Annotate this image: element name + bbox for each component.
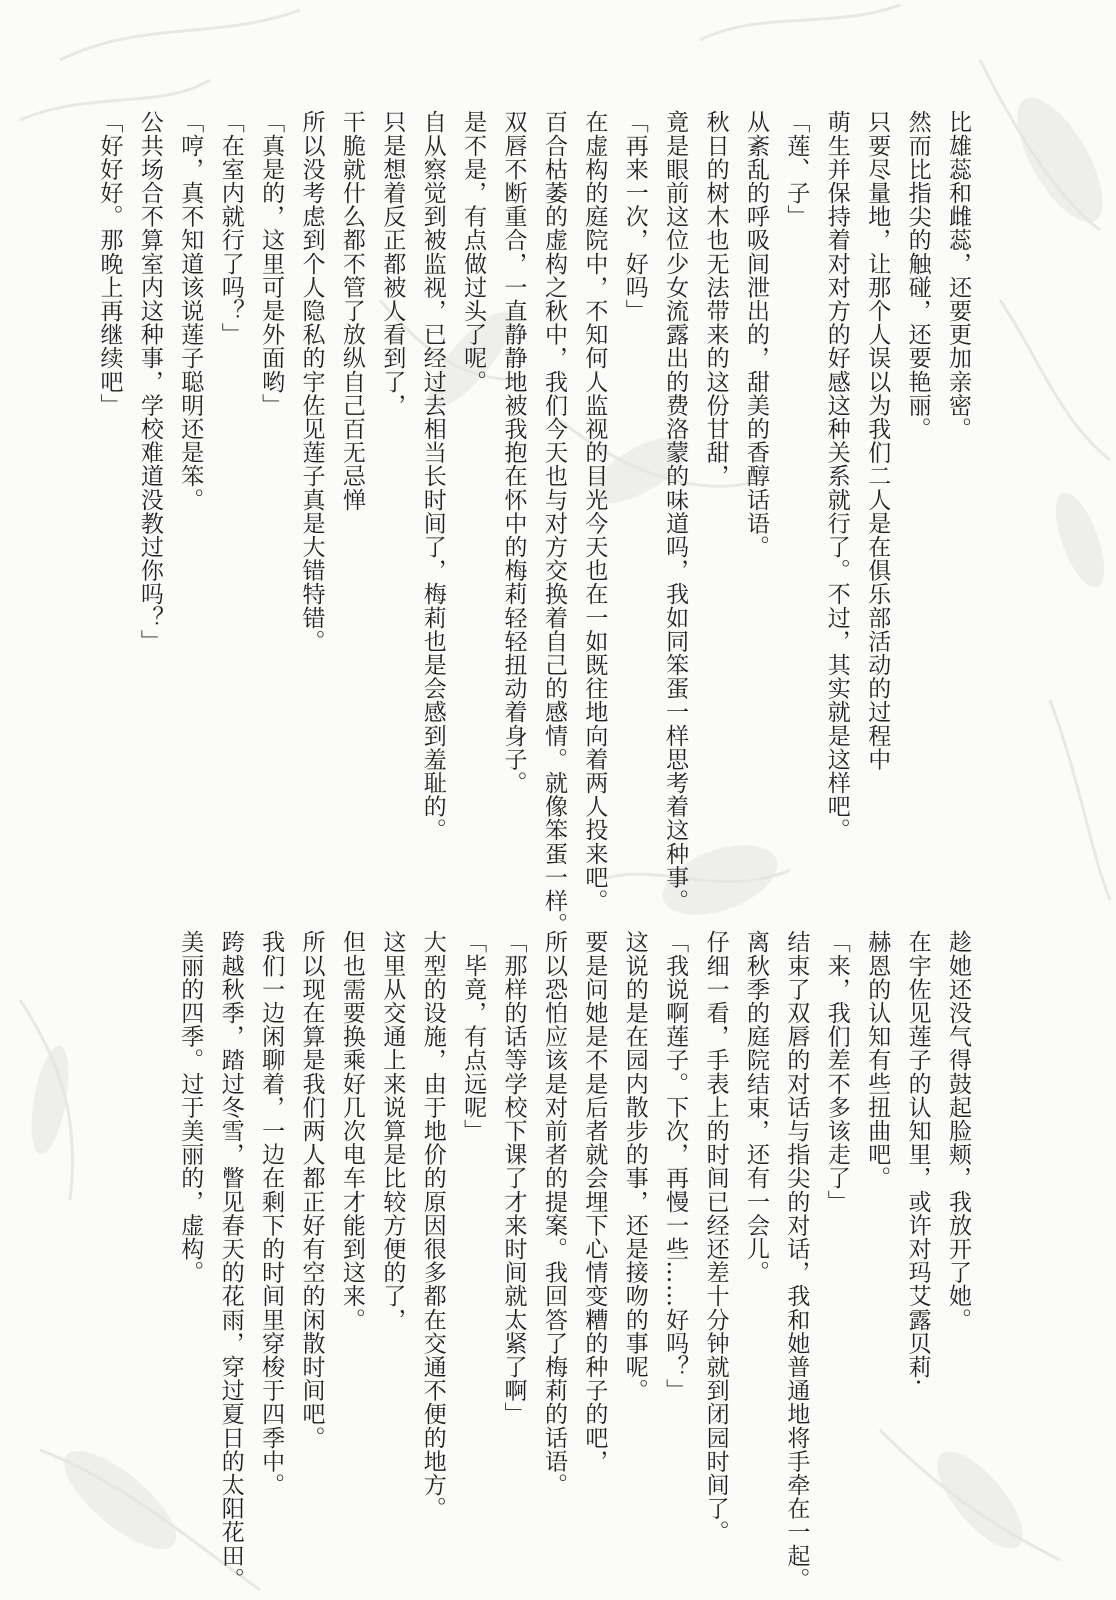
text-line: 「哼，真不知道该说莲子聪明还是笨。 (177, 110, 204, 512)
text-line: 大型的设施，由于地价的原因很多都在交通不便的地方。 (419, 930, 446, 1520)
text-line: 「在室内就行了吗？」 (217, 110, 244, 346)
text-line: 「真是的，这里可是外面哟」 (258, 110, 285, 417)
text-line: 「那样的话等学校下课了才来时间就太紧了啊」 (500, 930, 527, 1426)
text-line: 这说的是在园内散步的事，还是接吻的事呢。 (621, 930, 648, 1402)
text-line: 「再来一次，好吗」 (621, 110, 648, 323)
text-line: 「好好好。那晚上再继续吧」 (96, 110, 123, 417)
text-line: 美丽的四季。过于美丽的，虚构。 (177, 930, 204, 1284)
text-line: 秋日的树木也无法带来的这份甘甜， (702, 110, 729, 488)
text-line: 「我说啊莲子。下次，再慢一些……好吗？」 (662, 930, 689, 1402)
text-line: 赫恩的认知有些扭曲吧。 (864, 930, 891, 1190)
text-line: 只是想着反正都被人看到了， (379, 110, 406, 417)
text-line: 所以没考虑到个人隐私的宇佐见莲子真是大错特错。 (298, 110, 325, 653)
text-line: 「莲、子」 (783, 110, 810, 228)
text-line: 「毕竟，有点远呢」 (460, 930, 487, 1143)
text-line: 所以恐怕应该是对前者的提案。我回答了梅莉的话语。 (540, 930, 567, 1497)
text-line: 公共场合不算室内这种事，学校难道没教过你吗？」 (136, 110, 163, 653)
text-line: 在虚构的庭院中，不知何人监视的目光今天也在一如既往地向着两人投来吧。 (581, 110, 608, 913)
text-line: 所以现在算是我们两人都正好有空的闲散时间吧。 (298, 930, 325, 1450)
text-line: 比雄蕊和雌蕊，还要更加亲密。 (945, 110, 971, 441)
text-column-top (96, 110, 978, 936)
text-line: 竟是眼前这位少女流露出的费洛蒙的味道吗，我如同笨蛋一样思考着这种事。 (662, 110, 689, 913)
text-line: 在宇佐见莲子的认知里，或许对玛艾露贝莉· (904, 930, 931, 1387)
text-line: 结束了双唇的对话与指尖的对话，我和她普通地将手牵在一起。 (783, 930, 810, 1591)
text-line: 仔细一看，手表上的时间已经还差十分钟就到闭园时间了。 (702, 930, 729, 1544)
text-line: 从紊乱的呼吸间泄出的，甜美的香醇话语。 (742, 110, 769, 559)
text-column-bottom (118, 930, 978, 1591)
text-line: 百合枯萎的虚构之秋中，我们今天也与对方交换着自己的感情。就像笨蛋一样。 (540, 110, 567, 936)
text-line: 我们一边闲聊着，一边在剩下的时间里穿梭于四季中。 (258, 930, 285, 1497)
text-line: 趁她还没气得鼓起脸颊，我放开了她。 (945, 930, 971, 1332)
text-line: 然而比指尖的触碰，还要艳丽。 (904, 110, 931, 441)
text-line: 自从察觉到被监视，已经过去相当长时间了，梅莉也是会感到羞耻的。 (419, 110, 446, 842)
text-line: 「来，我们差不多该走了」 (823, 930, 850, 1214)
text-line: 要是问她是不是后者就会埋下心情变糟的种子的吧， (581, 930, 608, 1473)
text-line: 双唇不断重合，一直静静地被我抱在怀中的梅莉轻轻扭动着身子。 (500, 110, 527, 795)
text-line: 是不是，有点做过头了呢。 (460, 110, 487, 394)
text-line: 干脆就什么都不管了放纵自己百无忌惮 (338, 110, 365, 512)
text-line: 只要尽量地，让那个人误以为我们二人是在俱乐部活动的过程中 (864, 110, 891, 771)
text-line: 这里从交通上来说算是比较方便的了， (379, 930, 406, 1332)
text-line: 萌生并保持着对对方的好感这种关系就行了。不过，其实就是这样吧。 (823, 110, 850, 842)
text-line: 跨越秋季，踏过冬雪，瞥见春天的花雨，穿过夏日的太阳花田。 (217, 930, 244, 1591)
text-line: 但也需要换乘好几次电车才能到这来。 (338, 930, 365, 1332)
text-line: 离秋季的庭院结束，还有一会儿。 (742, 930, 769, 1284)
